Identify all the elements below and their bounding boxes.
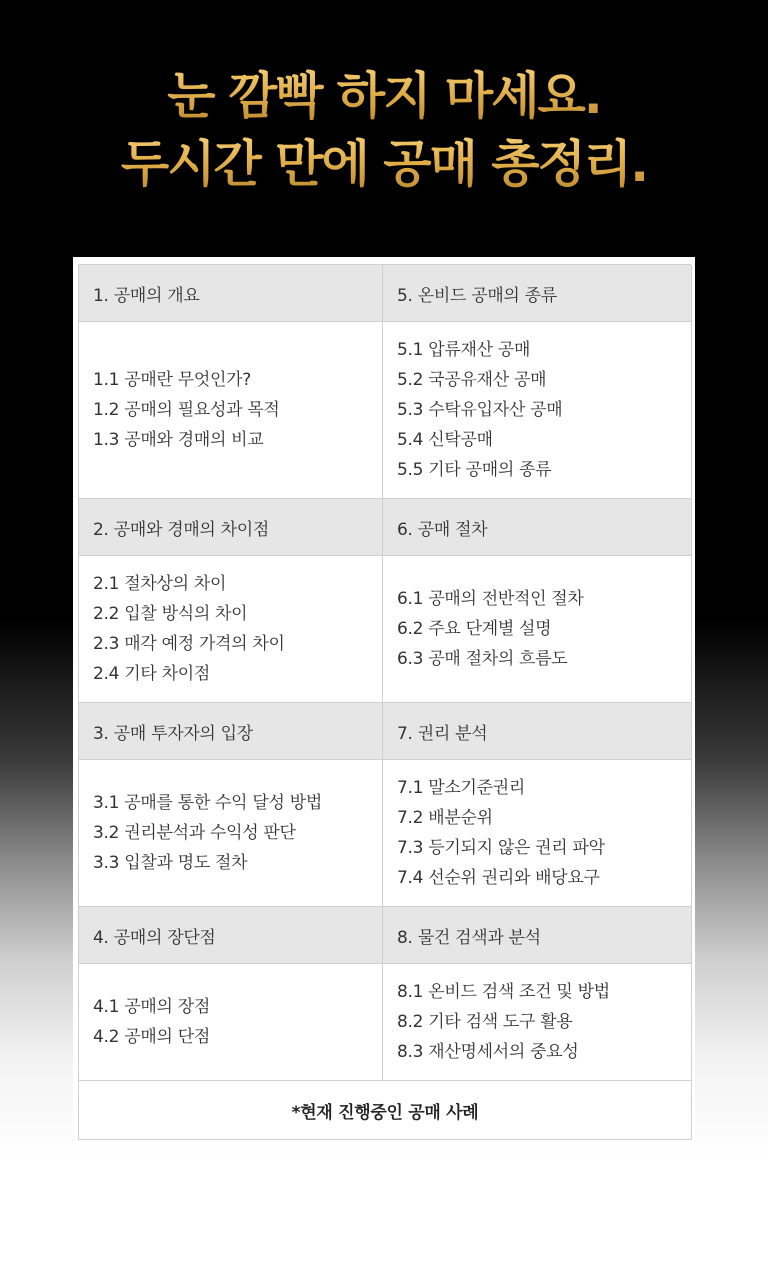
list-item: 3.2 권리분석과 수익성 판단: [93, 823, 296, 843]
list-item: 7.3 등기되지 않은 권리 파악: [397, 838, 605, 858]
section-header-8: 8. 물건 검색과 분석: [383, 907, 692, 964]
list-item: 2.2 입찰 방식의 차이: [93, 604, 248, 624]
list-item: 8.3 재산명세서의 중요성: [397, 1042, 579, 1062]
list-item: 2.4 기타 차이점: [93, 664, 210, 684]
list-item: 5.5 기타 공매의 종류: [397, 460, 552, 480]
section-items-7: [383, 760, 692, 907]
list-item: 2.1 절차상의 차이: [93, 574, 227, 594]
headline-line-1: 눈 깜빡 하지 마세요.: [0, 62, 768, 130]
list-item: 4.2 공매의 단점: [93, 1027, 210, 1047]
section-header-3: 3. 공매 투자자의 입장: [79, 703, 383, 760]
list-item: 1.3 공매와 경매의 비교: [93, 430, 264, 450]
list-item: 4.1 공매의 장점: [93, 997, 210, 1017]
section-header-6: 6. 공매 절차: [383, 499, 692, 556]
list-item: 7.2 배분순위: [397, 808, 493, 828]
table-of-contents-card: [73, 257, 695, 1145]
section-header-7: 7. 권리 분석: [383, 703, 692, 760]
section-items-4: [79, 964, 383, 1081]
list-item: 2.3 매각 예정 가격의 차이: [93, 634, 285, 654]
section-header-2: 2. 공매와 경매의 차이점: [79, 499, 383, 556]
section-items-8: [383, 964, 692, 1081]
list-item: 6.3 공매 절차의 흐름도: [397, 649, 568, 669]
section-header-5: 5. 온비드 공매의 종류: [383, 265, 692, 322]
list-item: 5.2 국공유재산 공매: [397, 370, 547, 390]
section-header-4: 4. 공매의 장단점: [79, 907, 383, 964]
list-item: 3.1 공매를 통한 수익 달성 방법: [93, 793, 322, 813]
current-cases-footer: *현재 진행중인 공매 사례: [79, 1081, 692, 1140]
list-item: 7.1 말소기준권리: [397, 778, 525, 798]
list-item: 6.1 공매의 전반적인 절차: [397, 589, 584, 609]
headline-line-2: 두시간 만에 공매 총정리.: [0, 130, 768, 198]
section-items-3: [79, 760, 383, 907]
list-item: 8.1 온비드 검색 조건 및 방법: [397, 982, 610, 1002]
section-items-5: [383, 322, 692, 499]
list-item: 5.4 신탁공매: [397, 430, 493, 450]
list-item: 6.2 주요 단계별 설명: [397, 619, 552, 639]
list-item: 1.2 공매의 필요성과 목적: [93, 400, 280, 420]
section-items-6: [383, 556, 692, 703]
headline: [0, 62, 768, 198]
toc-table: [78, 264, 691, 1140]
list-item: 8.2 기타 검색 도구 활용: [397, 1012, 573, 1032]
list-item: 3.3 입찰과 명도 절차: [93, 853, 248, 873]
section-items-1: [79, 322, 383, 499]
section-items-2: [79, 556, 383, 703]
list-item: 1.1 공매란 무엇인가?: [93, 370, 251, 390]
list-item: 5.1 압류재산 공매: [397, 340, 531, 360]
section-header-1: 1. 공매의 개요: [79, 265, 383, 322]
list-item: 5.3 수탁유입자산 공매: [397, 400, 563, 420]
list-item: 7.4 선순위 권리와 배당요구: [397, 868, 600, 888]
